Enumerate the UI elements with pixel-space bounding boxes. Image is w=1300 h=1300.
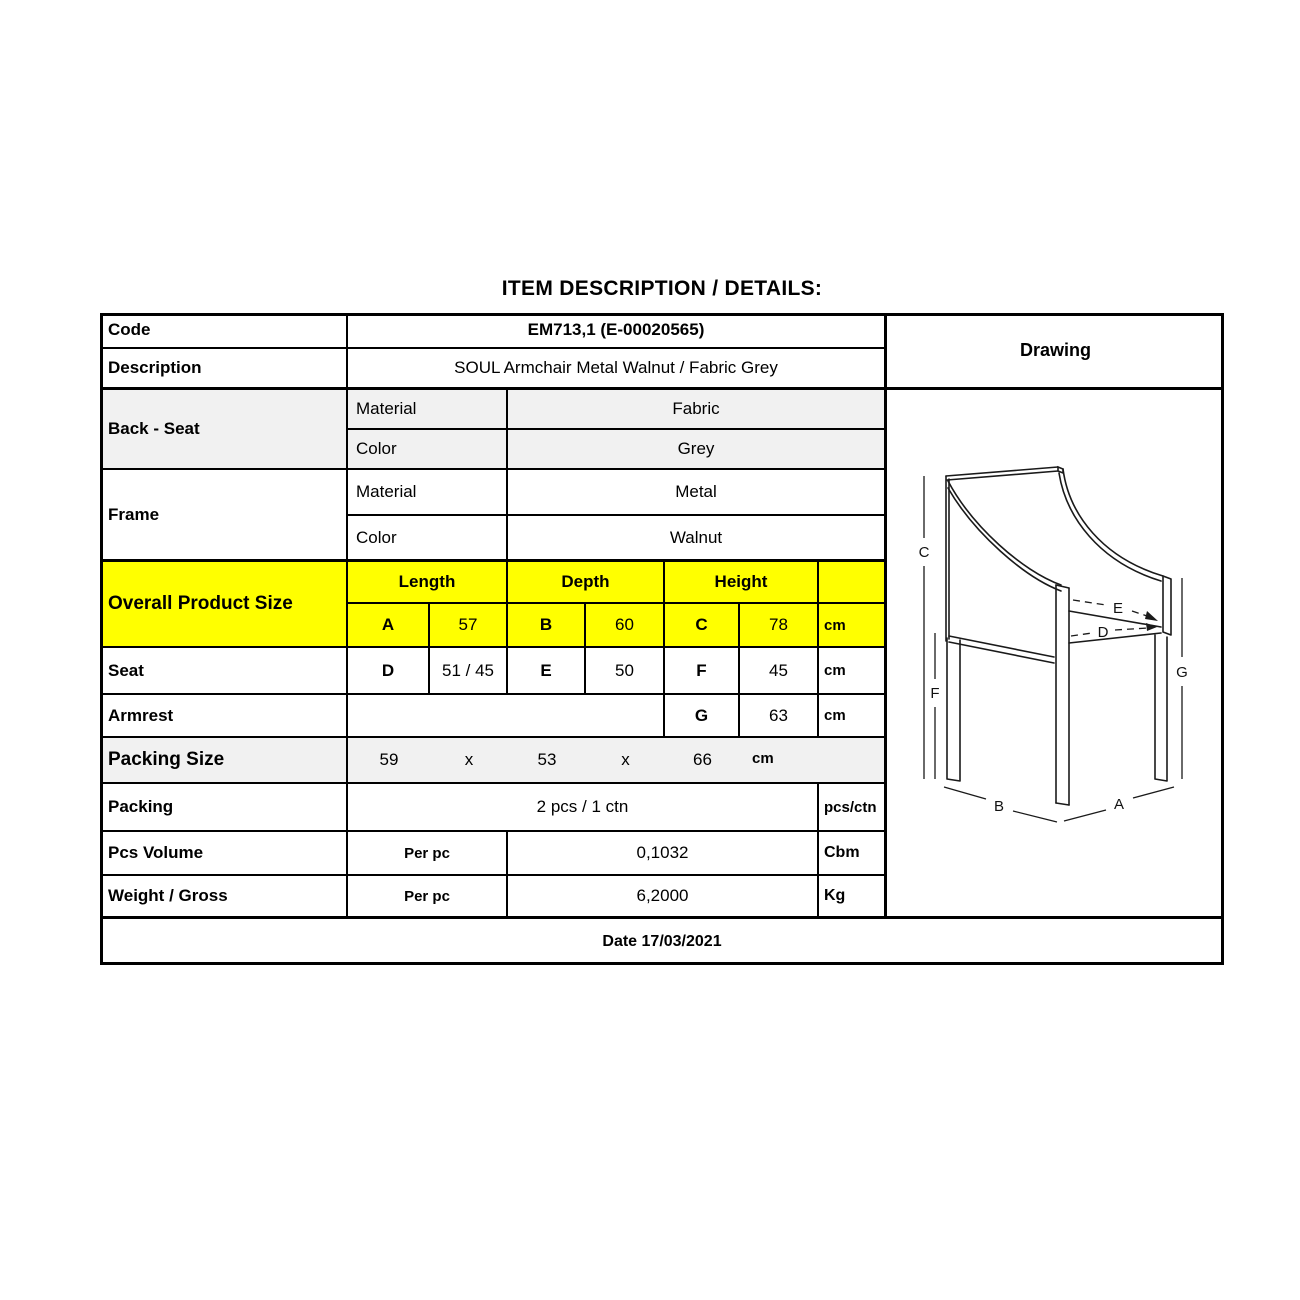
packing-size-values (348, 738, 887, 784)
dim-e-key: E (508, 648, 586, 695)
spec-table (100, 313, 1224, 965)
dim-e-value: 50 (586, 648, 665, 695)
length-header: Length (348, 562, 508, 604)
dim-a-key: A (348, 604, 430, 648)
packing-size-n3: 66 (693, 750, 712, 769)
dim-a-value: 57 (430, 604, 508, 648)
dim-c-key: C (665, 604, 740, 648)
label-b: B (993, 798, 1005, 815)
depth-header: Depth (508, 562, 665, 604)
code-value: EM713,1 (E-00020565) (348, 313, 887, 349)
seat-label: Seat (100, 648, 348, 695)
dim-d-key: D (348, 648, 430, 695)
label-d: D (1097, 624, 1109, 641)
dim-g-key: G (665, 695, 740, 738)
frame-label: Frame (100, 470, 348, 562)
packing-size-sep1: x (464, 750, 474, 769)
dim-c-value: 78 (740, 604, 819, 648)
dim-d-value: 51 / 45 (430, 648, 508, 695)
pcs-volume-unit: Cbm (819, 832, 887, 876)
frame-material-label: Material (348, 470, 508, 516)
dim-b-value: 60 (586, 604, 665, 648)
dimension-lines (924, 476, 1182, 822)
description-value: SOUL Armchair Metal Walnut / Fabric Grey (348, 349, 887, 390)
back-seat-color-value: Grey (508, 430, 887, 470)
back-seat-color-label: Color (348, 430, 508, 470)
dim-g-value: 63 (740, 695, 819, 738)
chair-drawing (887, 390, 1224, 919)
weight-unit: Kg (819, 876, 887, 919)
back-seat-material-label: Material (348, 390, 508, 430)
drawing-cell (887, 390, 1224, 919)
pcs-volume-value: 0,1032 (508, 832, 819, 876)
armrest-label: Armrest (100, 695, 348, 738)
dimension-labels (919, 544, 1188, 815)
packing-size-label: Packing Size (100, 738, 348, 784)
dim-f-key: F (665, 648, 740, 695)
height-header: Height (665, 562, 819, 604)
overall-unit-header-empty (819, 562, 887, 604)
weight-value: 6,2000 (508, 876, 819, 919)
armrest-unit: cm (819, 695, 887, 738)
date-row: Date 17/03/2021 (100, 919, 1224, 965)
back-seat-material-value: Fabric (508, 390, 887, 430)
dim-b-key: B (508, 604, 586, 648)
packing-label: Packing (100, 784, 348, 832)
pcs-volume-label: Pcs Volume (100, 832, 348, 876)
description-label: Description (100, 349, 348, 390)
packing-size-n1: 59 (379, 750, 399, 769)
label-e: E (1112, 600, 1124, 617)
overall-unit: cm (819, 604, 887, 648)
overall-size-label: Overall Product Size (100, 562, 348, 648)
packing-value: 2 pcs / 1 ctn (348, 784, 819, 832)
label-f: F (930, 685, 940, 702)
weight-label: Weight / Gross (100, 876, 348, 919)
drawing-header: Drawing (887, 313, 1224, 390)
label-a: A (1113, 796, 1125, 813)
packing-size-n2: 53 (537, 750, 557, 769)
seat-unit: cm (819, 648, 887, 695)
pcs-volume-per: Per pc (348, 832, 508, 876)
code-label: Code (100, 313, 348, 349)
chair-outline (946, 467, 1171, 805)
armrest-empty (348, 695, 665, 738)
packing-unit: pcs/ctn (819, 784, 887, 832)
dim-f-value: 45 (740, 648, 819, 695)
label-g: G (1176, 664, 1188, 681)
frame-material-value: Metal (508, 470, 887, 516)
dimension-arrows (1145, 611, 1158, 631)
back-seat-label: Back - Seat (100, 390, 348, 470)
packing-size-sep2: x (621, 750, 630, 769)
label-c: C (918, 544, 930, 561)
weight-per: Per pc (348, 876, 508, 919)
frame-color-value: Walnut (508, 516, 887, 562)
packing-size-unit: cm (752, 750, 774, 767)
frame-color-label: Color (348, 516, 508, 562)
page-title: ITEM DESCRIPTION / DETAILS: (501, 277, 823, 300)
